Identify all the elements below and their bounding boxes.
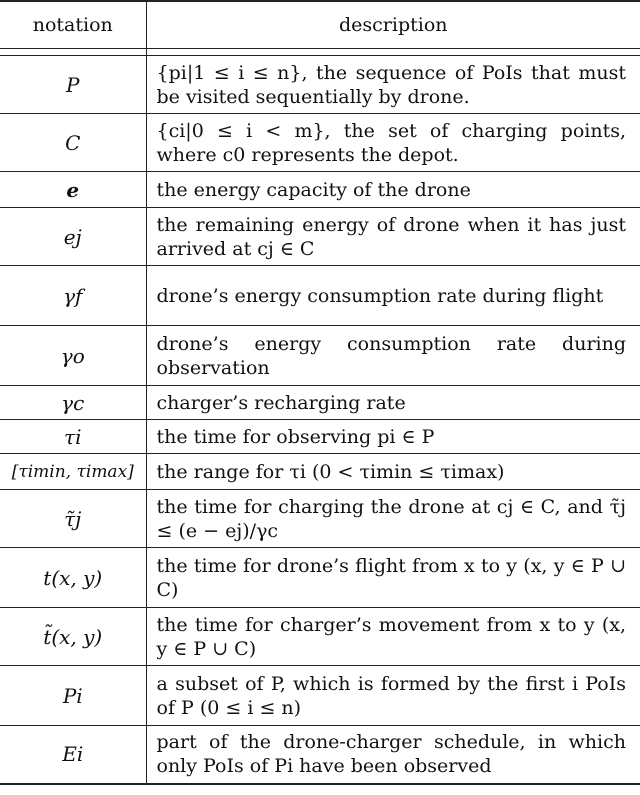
notation-cell: P [0,56,146,114]
notation-cell: Pi [0,666,146,726]
table-header-row [0,1,640,49]
table-row [0,548,640,608]
table-row [0,386,640,420]
description-cell: the time for observing pi ∈ P [156,425,435,448]
notation-cell: C [0,114,146,172]
table-row [0,114,640,172]
description-cell: {pi|1 ≤ i ≤ n}, the sequence of PoIs that must be visited sequentially by drone. [156,61,626,108]
description-cell: {ci|0 ≤ i < m}, the set of charging points, where c0 represents the depot. [156,119,626,166]
description-cell: a subset of P, which is formed by the first i PoIs of P (0 ≤ i ≤ n) [156,672,626,719]
table-row [0,266,640,326]
notation-cell: Ei [0,726,146,784]
description-cell: the energy capacity of the drone [156,178,471,201]
table-row [0,56,640,114]
table-row [0,172,640,208]
notation-cell: γo [0,326,146,386]
description-cell: drone’s energy consumption rate during observation [156,332,626,379]
notation-cell: t̃(x, y) [0,608,146,666]
table-row [0,454,640,490]
description-cell: charger’s recharging rate [156,391,406,414]
table-row [0,490,640,548]
notation-cell: γf [0,266,146,326]
description-cell: the range for τi (0 < τimin ≤ τimax) [156,460,505,483]
table-row [0,608,640,666]
notation-column-header: notation [0,1,146,49]
notation-cell: τi [0,420,146,454]
table-row [0,726,640,784]
notation-cell: t(x, y) [0,548,146,608]
description-cell: the time for drone’s flight from x to y (x, y ∈ P ∪ C) [156,554,626,601]
notation-cell: [τimin, τimax] [0,454,146,490]
table-row [0,326,640,386]
description-cell: part of the drone-charger schedule, in which only PoIs of Pi have been observed [156,731,626,778]
notation-cell: γc [0,386,146,420]
table-row [0,666,640,726]
table-row [0,420,640,454]
notation-cell: ej [0,208,146,266]
description-cell: the time for charging the drone at cj ∈ C, and τ̃j ≤ (e − ej)/γc [156,495,626,542]
description-column-header: description [338,14,448,36]
table-row [0,208,640,266]
notation-cell: τ̃j [0,490,146,548]
notation-cell: e [0,172,146,208]
description-cell: the remaining energy of drone when it has just arrived at cj ∈ C [156,213,626,260]
description-cell: the time for charger’s movement from x to y (x, y ∈ P ∪ C) [156,613,626,660]
description-cell: drone’s energy consumption rate during flight [156,284,604,307]
